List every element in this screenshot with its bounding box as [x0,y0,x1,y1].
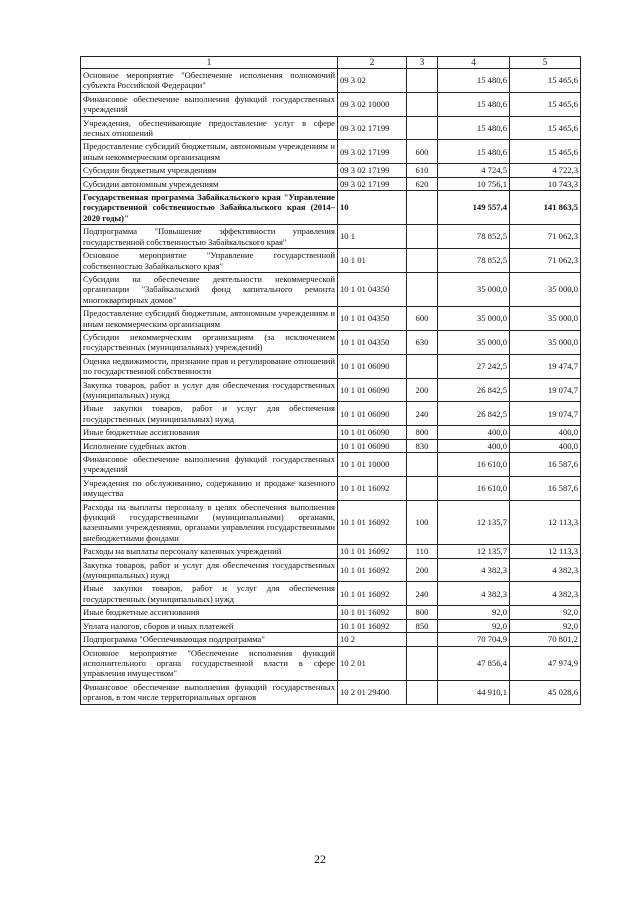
amount-year1-cell: 4 382,3 [438,582,510,606]
expense-type-cell: 630 [407,330,438,354]
expense-type-cell [407,92,438,116]
item-name-cell: Финансовое обеспечение выполнения функций государственных учреждений [81,453,338,477]
amount-year1-cell: 70 704,9 [438,633,510,646]
amount-year2-cell: 4 722,3 [510,164,581,177]
expense-type-cell [407,453,438,477]
expense-type-cell [407,69,438,93]
amount-year1-cell: 92,0 [438,606,510,619]
expense-type-cell: 200 [407,558,438,582]
table-row [81,500,581,545]
table-row [81,307,581,331]
table-body [81,69,581,705]
target-code-cell: 09 3 02 10000 [338,92,407,116]
table-row [81,272,581,306]
expense-type-cell: 850 [407,619,438,632]
table-row [81,164,581,177]
amount-year1-cell: 12 135,7 [438,500,510,545]
amount-year2-cell: 35 000,0 [510,307,581,331]
item-name-cell: Расходы на выплаты персоналу казенных учреждений [81,545,338,558]
amount-year2-cell: 141 863,5 [510,191,581,225]
target-code-cell: 10 1 01 06090 [338,426,407,439]
target-code-cell: 09 3 02 17199 [338,177,407,190]
table-header [81,57,581,69]
table-row [81,378,581,402]
expense-type-cell [407,646,438,680]
amount-year1-cell: 15 480,6 [438,140,510,164]
table-row [81,582,581,606]
expense-type-cell: 240 [407,582,438,606]
amount-year2-cell: 71 062,3 [510,249,581,273]
amount-year1-cell: 26 842,5 [438,378,510,402]
expense-type-cell [407,680,438,704]
target-code-cell: 10 1 01 16092 [338,582,407,606]
amount-year2-cell: 15 465,6 [510,92,581,116]
table-row [81,140,581,164]
target-code-cell: 10 1 01 04350 [338,307,407,331]
item-name-cell: Предоставление субсидий бюджетным, автономным учреждениям и иным некоммерческим организациям [81,307,338,331]
amount-year2-cell: 19 074,7 [510,402,581,426]
amount-year1-cell: 27 242,5 [438,354,510,378]
target-code-cell: 10 1 01 16092 [338,476,407,500]
amount-year2-cell: 35 000,0 [510,272,581,306]
item-name-cell: Оценка недвижимости, признание прав и регулирование отношений по государственной собственности [81,354,338,378]
item-name-cell: Государственная программа Забайкальского края "Управление государственной собственностью Забайкальского края (2014–2020 годы)" [81,191,338,225]
amount-year1-cell: 4 382,3 [438,558,510,582]
table-row [81,558,581,582]
item-name-cell: Иные закупки товаров, работ и услуг для обеспечения государственных (муниципальных) нужд [81,582,338,606]
amount-year1-cell: 35 000,0 [438,307,510,331]
item-name-cell: Иные бюджетные ассигнования [81,606,338,619]
target-code-cell: 09 3 02 17199 [338,164,407,177]
header-col-3: 3 [407,57,438,69]
table-row [81,116,581,140]
expense-type-cell: 240 [407,402,438,426]
expense-type-cell [407,191,438,225]
amount-year2-cell: 15 465,6 [510,116,581,140]
item-name-cell: Исполнение судебных актов [81,439,338,452]
item-name-cell: Иные закупки товаров, работ и услуг для обеспечения государственных (муниципальных) нужд [81,402,338,426]
item-name-cell: Субсидии на обеспечение деятельности некоммерческой организации "Забайкальский фонд капитального ремонта многоквартирных домов" [81,272,338,306]
amount-year1-cell: 400,0 [438,439,510,452]
item-name-cell: Финансовое обеспечение выполнения функций государственных органов, в том числе территориальных органов [81,680,338,704]
table-row [81,545,581,558]
expense-type-cell [407,476,438,500]
table-row [81,191,581,225]
table-row [81,453,581,477]
table-row [81,402,581,426]
table-row [81,177,581,190]
amount-year2-cell: 10 743,3 [510,177,581,190]
amount-year1-cell: 47 856,4 [438,646,510,680]
table-row [81,606,581,619]
amount-year1-cell: 400,0 [438,426,510,439]
item-name-cell: Учреждения по обслуживанию, содержанию и продаже казенного имущества [81,476,338,500]
expense-type-cell [407,633,438,646]
amount-year1-cell: 15 480,6 [438,69,510,93]
budget-table [80,56,581,705]
amount-year2-cell: 4 382,3 [510,582,581,606]
item-name-cell: Основное мероприятие "Управление государственной собственностью Забайкальского края" [81,249,338,273]
target-code-cell: 10 1 01 06090 [338,378,407,402]
target-code-cell: 10 1 01 16092 [338,500,407,545]
amount-year1-cell: 149 557,4 [438,191,510,225]
target-code-cell: 10 1 01 04350 [338,272,407,306]
table-row [81,476,581,500]
item-name-cell: Закупка товаров, работ и услуг для обеспечения государственных (муниципальных) нужд [81,378,338,402]
amount-year2-cell: 15 465,6 [510,69,581,93]
expense-type-cell: 100 [407,500,438,545]
table-row [81,680,581,704]
item-name-cell: Расходы на выплаты персоналу в целях обеспечения выполнения функций государственными (муниципальными) органами, казенными учреждениями, органами управления государственными внебюджетными фондами [81,500,338,545]
amount-year2-cell: 15 465,6 [510,140,581,164]
item-name-cell: Подпрограмма "Обеспечивающая подпрограмма" [81,633,338,646]
amount-year2-cell: 70 801,2 [510,633,581,646]
item-name-cell: Предоставление субсидий бюджетным, автономным учреждениям и иным некоммерческим организациям [81,140,338,164]
amount-year1-cell: 35 000,0 [438,272,510,306]
amount-year1-cell: 78 852,5 [438,249,510,273]
table-row [81,439,581,452]
table-row [81,354,581,378]
table-row [81,646,581,680]
amount-year2-cell: 45 028,6 [510,680,581,704]
expense-type-cell: 600 [407,140,438,164]
amount-year1-cell: 16 610,0 [438,453,510,477]
table-row [81,426,581,439]
amount-year1-cell: 16 610,0 [438,476,510,500]
item-name-cell: Финансовое обеспечение выполнения функций государственных учреждений [81,92,338,116]
amount-year2-cell: 92,0 [510,619,581,632]
amount-year1-cell: 4 724,5 [438,164,510,177]
target-code-cell: 10 1 01 16092 [338,619,407,632]
expense-type-cell [407,116,438,140]
expense-type-cell: 800 [407,606,438,619]
item-name-cell: Закупка товаров, работ и услуг для обеспечения государственных (муниципальных) нужд [81,558,338,582]
expense-type-cell: 800 [407,426,438,439]
item-name-cell: Субсидии бюджетным учреждениям [81,164,338,177]
target-code-cell: 10 1 01 16092 [338,558,407,582]
amount-year1-cell: 92,0 [438,619,510,632]
target-code-cell: 09 3 02 17199 [338,140,407,164]
expense-type-cell [407,354,438,378]
expense-type-cell: 200 [407,378,438,402]
amount-year2-cell: 71 062,3 [510,225,581,249]
amount-year2-cell: 47 974,9 [510,646,581,680]
expense-type-cell: 620 [407,177,438,190]
expense-type-cell: 110 [407,545,438,558]
table-row [81,69,581,93]
item-name-cell: Уплата налогов, сборов и иных платежей [81,619,338,632]
item-name-cell: Учреждения, обеспечивающие предоставление услуг в сфере лесных отношений [81,116,338,140]
expense-type-cell [407,249,438,273]
item-name-cell: Иные бюджетные ассигнования [81,426,338,439]
table-row [81,330,581,354]
amount-year2-cell: 16 587,6 [510,476,581,500]
amount-year1-cell: 15 480,6 [438,92,510,116]
target-code-cell: 10 1 01 16092 [338,545,407,558]
amount-year1-cell: 10 756,1 [438,177,510,190]
amount-year1-cell: 78 852,5 [438,225,510,249]
amount-year2-cell: 12 113,3 [510,545,581,558]
amount-year2-cell: 400,0 [510,426,581,439]
amount-year2-cell: 4 382,3 [510,558,581,582]
expense-type-cell: 610 [407,164,438,177]
table-row [81,225,581,249]
item-name-cell: Основное мероприятие "Обеспечение исполнения функций исполнительного органа государственной власти в сфере управления имуществом" [81,646,338,680]
amount-year2-cell: 19 474,7 [510,354,581,378]
target-code-cell: 10 1 01 10000 [338,453,407,477]
table-row [81,92,581,116]
item-name-cell: Субсидии некоммерческим организациям (за исключением государственных (муниципальных) учреждений) [81,330,338,354]
target-code-cell: 10 1 01 06090 [338,439,407,452]
page-number: 22 [314,852,326,866]
target-code-cell: 10 2 01 [338,646,407,680]
amount-year1-cell: 44 910,1 [438,680,510,704]
table-row [81,619,581,632]
amount-year1-cell: 12 135,7 [438,545,510,558]
target-code-cell: 10 1 01 [338,249,407,273]
expense-type-cell [407,272,438,306]
amount-year2-cell: 16 587,6 [510,453,581,477]
table-row [81,633,581,646]
target-code-cell: 10 2 01 29400 [338,680,407,704]
amount-year2-cell: 35 000,0 [510,330,581,354]
header-col-4: 4 [438,57,510,69]
amount-year2-cell: 92,0 [510,606,581,619]
header-col-1: 1 [81,57,338,69]
amount-year1-cell: 15 480,6 [438,116,510,140]
target-code-cell: 09 3 02 17199 [338,116,407,140]
target-code-cell: 10 1 01 06090 [338,402,407,426]
target-code-cell: 09 3 02 [338,69,407,93]
amount-year2-cell: 12 113,3 [510,500,581,545]
target-code-cell: 10 [338,191,407,225]
target-code-cell: 10 2 [338,633,407,646]
expense-type-cell [407,225,438,249]
expense-type-cell: 600 [407,307,438,331]
item-name-cell: Основное мероприятие "Обеспечение исполнения полномочий субъекта Российской Федерации" [81,69,338,93]
item-name-cell: Субсидии автономным учреждениям [81,177,338,190]
amount-year1-cell: 26 842,5 [438,402,510,426]
target-code-cell: 10 1 [338,225,407,249]
expense-type-cell: 830 [407,439,438,452]
target-code-cell: 10 1 01 06090 [338,354,407,378]
header-row [81,57,581,69]
amount-year1-cell: 35 000,0 [438,330,510,354]
table-row [81,249,581,273]
target-code-cell: 10 1 01 04350 [338,330,407,354]
header-col-2: 2 [338,57,407,69]
target-code-cell: 10 1 01 16092 [338,606,407,619]
header-col-5: 5 [510,57,581,69]
amount-year2-cell: 400,0 [510,439,581,452]
amount-year2-cell: 19 074,7 [510,378,581,402]
item-name-cell: Подпрограмма "Повышение эффективности управления государственной собственностью Забайкальского края" [81,225,338,249]
